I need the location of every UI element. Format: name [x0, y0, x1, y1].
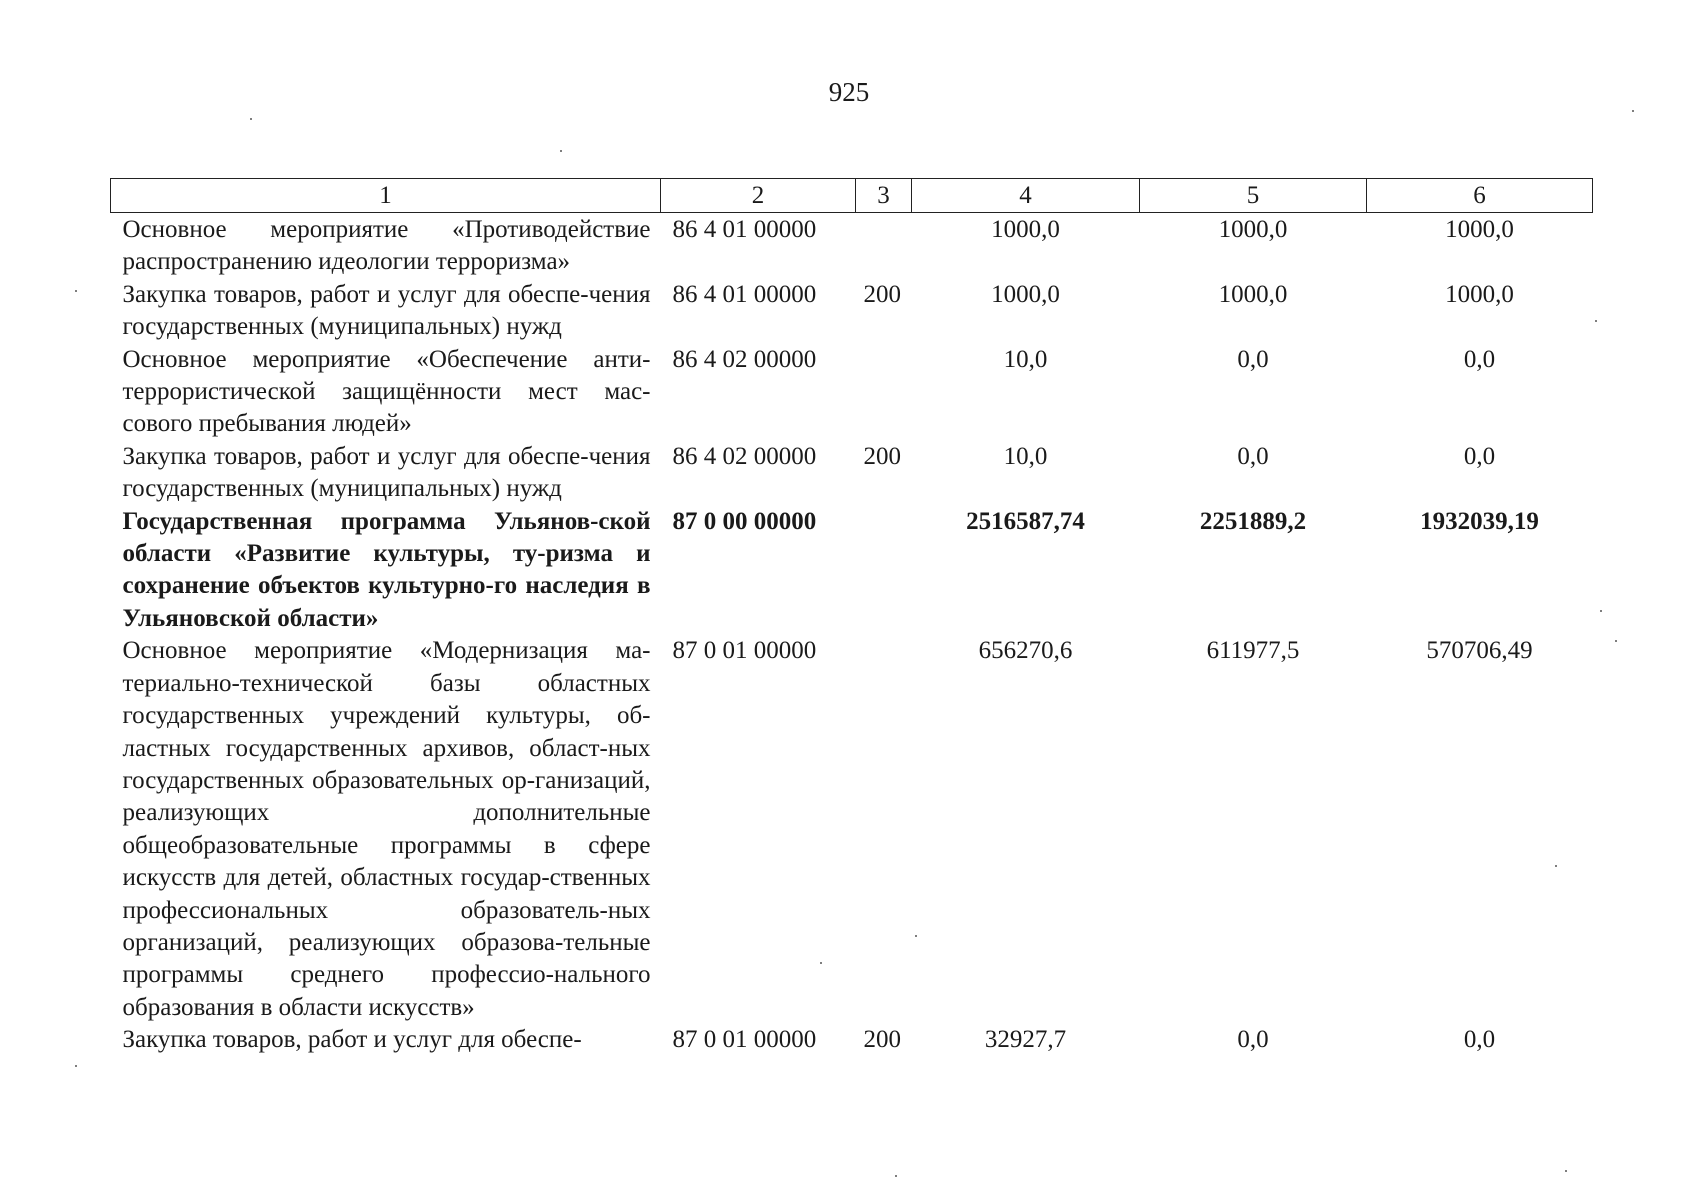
row-expense-type: 200	[863, 1026, 901, 1054]
row-expense-type	[856, 213, 912, 279]
row-value-col4: 656270,6	[978, 637, 1073, 665]
row-value-col6: 1000,0	[1445, 216, 1514, 243]
row-value-col4: 1000,0	[991, 216, 1060, 243]
row-value-col6: 0,0	[1463, 345, 1496, 373]
row-value-col5: 1000,0	[1218, 280, 1288, 308]
table-row	[111, 441, 1593, 506]
table-row	[111, 635, 1593, 1024]
scan-speck	[560, 150, 562, 152]
row-value-col5: 611977,5	[1206, 637, 1300, 665]
row-expense-type	[856, 635, 912, 1024]
table-row	[111, 344, 1593, 441]
row-value-col5: 0,0	[1237, 345, 1269, 373]
row-value-col5: 0,0	[1237, 1026, 1269, 1054]
row-value-col4: 32927,7	[984, 1026, 1067, 1054]
row-name: Государственная программа Ульянов-ской области «Развитие культуры, ту-ризма и сохранение объектов культурно-го наследия в Ульяновской области»	[122, 507, 651, 632]
row-value-col6: 1000,0	[1445, 280, 1514, 308]
row-code: 86 4 01 00000	[672, 280, 817, 308]
row-expense-type: 200	[863, 280, 901, 308]
table-row-program	[111, 506, 1593, 636]
row-expense-type: 200	[863, 442, 901, 470]
row-code: 87 0 01 00000	[672, 637, 817, 665]
scan-speck	[250, 118, 252, 120]
row-value-col5: 0,0	[1237, 442, 1269, 470]
scan-speck	[1600, 610, 1602, 612]
row-value-col4: 2516587,74	[966, 507, 1085, 535]
header-col-2: 2	[661, 179, 856, 213]
scan-speck	[915, 935, 917, 937]
header-col-1: 1	[111, 179, 661, 213]
table-row	[111, 1024, 1593, 1056]
scan-speck	[1555, 865, 1557, 867]
row-value-col6: 1932039,19	[1420, 507, 1539, 535]
table-row	[111, 279, 1593, 344]
row-name: Закупка товаров, работ и услуг для обеспе-чения государственных (муниципальных) нужд	[122, 280, 651, 341]
row-name: Основное мероприятие «Противодействие распространению идеологии терроризма»	[122, 216, 651, 276]
row-name: Закупка товаров, работ и услуг для обеспе-	[122, 1026, 582, 1054]
table-body	[111, 213, 1593, 1057]
scan-speck	[1595, 320, 1597, 322]
row-code: 86 4 02 00000	[672, 345, 817, 373]
header-col-6: 6	[1367, 179, 1593, 213]
scan-speck	[895, 1175, 897, 1177]
row-name: Закупка товаров, работ и услуг для обеспе-чения государственных (муниципальных) нужд	[122, 442, 651, 503]
row-value-col6: 0,0	[1463, 442, 1496, 470]
row-value-col6: 0,0	[1463, 1026, 1496, 1054]
row-value-col5: 1000,0	[1218, 216, 1288, 243]
row-value-col4: 10,0	[1003, 442, 1048, 470]
header-col-3: 3	[856, 179, 912, 213]
row-code: 86 4 01 00000	[672, 216, 817, 243]
scan-speck	[1615, 640, 1617, 642]
header-col-4: 4	[912, 179, 1140, 213]
row-value-col4: 10,0	[1003, 345, 1048, 373]
row-expense-type	[856, 506, 912, 636]
scan-speck	[75, 290, 77, 292]
row-expense-type	[856, 344, 912, 441]
scan-speck	[75, 1065, 77, 1067]
header-col-5: 5	[1140, 179, 1367, 213]
row-value-col6: 570706,49	[1426, 637, 1533, 665]
page-number: 925	[828, 77, 870, 107]
row-code: 87 0 01 00000	[672, 1026, 817, 1054]
row-name: Основное мероприятие «Модернизация ма-териально-технической базы областных государственных учреждений культуры, об-ластных государственных архивов, област-ных государственных образовательных ор-ганизаций, реализующих дополнительные общеобразовательные программы в сфере искусств для детей, областных государ-ственных профессиональных образователь-ных организаций, реализующих образова-тельные программы среднего профессио-нального образования в области искусств»	[122, 637, 651, 1021]
table-row	[111, 213, 1593, 279]
scan-speck	[1632, 110, 1634, 112]
row-value-col4: 1000,0	[991, 280, 1060, 308]
row-name: Основное мероприятие «Обеспечение анти-террористической защищённости мест мас-сового пребывания людей»	[122, 345, 651, 438]
budget-table	[110, 178, 1593, 1057]
table-header	[111, 179, 1593, 213]
row-code: 86 4 02 00000	[672, 442, 817, 470]
scan-speck	[820, 962, 822, 964]
row-code: 87 0 00 00000	[672, 507, 817, 535]
row-value-col5: 2251889,2	[1199, 507, 1307, 535]
header-row	[111, 179, 1593, 213]
scan-speck	[1565, 1170, 1567, 1172]
